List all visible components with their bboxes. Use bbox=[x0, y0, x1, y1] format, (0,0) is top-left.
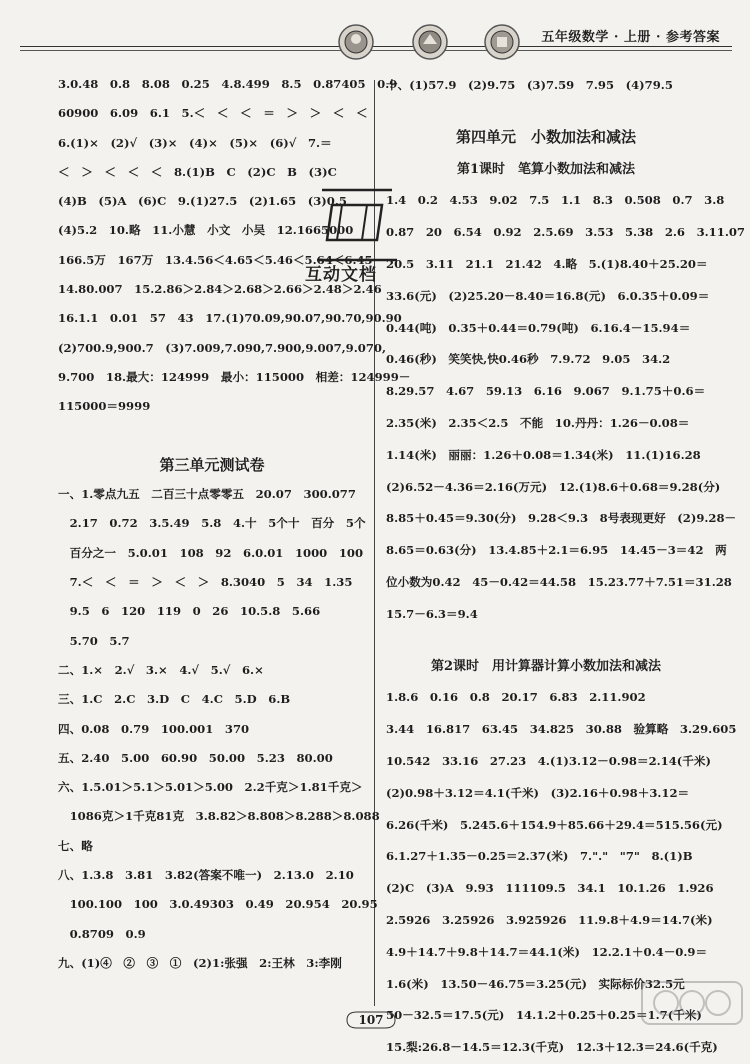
spacer bbox=[386, 102, 706, 122]
answer-line: 5.70 5.7 bbox=[58, 633, 130, 648]
answer-line: (2)0.98＋3.12＝4.1(千米) (3)2.16＋0.98＋3.12＝ bbox=[386, 785, 690, 800]
lesson-title: 第2课时 用计算器计算小数加法和减法 bbox=[430, 658, 662, 674]
answer-line: 1.6(米) 13.50－46.75＝3.25(元) 实际标价32.5元 bbox=[386, 976, 685, 991]
answer-line: 十、(1)57.9 (2)9.75 (3)7.59 7.95 (4)79.5 bbox=[386, 78, 673, 92]
page-number-text: 107 bbox=[358, 1013, 384, 1027]
answer-line: 8.65＝0.63(分) 13.4.85＋2.1＝6.95 14.45－3＝42 两 bbox=[386, 543, 727, 558]
answer-line: 2.5926 3.25926 3.925926 11.9.8＋4.9＝14.7(米) bbox=[386, 912, 713, 927]
answer-line: 20.5 3.11 21.1 21.42 4.略 5.(1)8.40＋25.20＝ bbox=[386, 256, 708, 271]
answer-line: 二、1.× 2.√ 3.× 4.√ 5.√ 6.× bbox=[58, 662, 264, 677]
answer-line: 七、略 bbox=[58, 838, 93, 853]
answer-line: 60900 6.09 6.1 5.＜ ＜ ＜ ＝ ＞ ＞ ＜ ＜ bbox=[58, 106, 368, 121]
answer-line: (2)6.52－4.36＝2.16(万元) 12.(1)8.6＋0.68＝9.28(分) bbox=[386, 479, 721, 494]
section-title: 第三单元测试卷 bbox=[159, 455, 265, 474]
answer-line: ＜ ＞ ＜ ＜ ＜ 8.(1)B C (2)C B (3)C bbox=[58, 164, 337, 179]
answer-line: 四、0.08 0.79 100.001 370 bbox=[58, 721, 250, 736]
answer-line: 14.80.007 15.2.86＞2.84＞2.68＞2.66＞2.48＞2.46 bbox=[58, 282, 382, 297]
answer-line: 10.542 33.16 27.23 4.(1)3.12－0.98＝2.14(千米) bbox=[386, 753, 711, 768]
page-header bbox=[0, 0, 750, 70]
answer-line: 九、(1)④ ② ③ ① (2)1:张强 2:王林 3:李刚 bbox=[58, 955, 342, 970]
section-title: 第四单元 小数加法和减法 bbox=[455, 127, 636, 146]
answer-line: 2.17 0.72 3.5.49 5.8 4.十 5个十 百分 5个 bbox=[58, 516, 366, 531]
answer-line: 50－32.5＝17.5(元) 14.1.2＋0.25＋0.25＝1.7(千米) bbox=[386, 1008, 702, 1023]
answer-line: 7.＜ ＜ ＝ ＞ ＜ ＞ 8.3040 5 34 1.35 bbox=[58, 575, 353, 590]
answer-line: 3.0.48 0.8 8.08 0.25 4.8.499 8.5 0.87405 0.9 bbox=[58, 77, 398, 91]
answer-line: 0.8709 0.9 bbox=[58, 926, 146, 941]
answer-line: 位小数为0.42 45－0.42＝44.58 15.23.77＋7.51＝31.28 bbox=[386, 574, 732, 589]
answer-line: (2)C (3)A 9.93 111109.5 34.1 10.1.26 1.926 bbox=[386, 881, 714, 896]
answer-line: (4)B (5)A (6)C 9.(1)27.5 (2)1.65 (3)0.5 bbox=[58, 194, 347, 209]
answer-line: 0.44(吨) 0.35＋0.44＝0.79(吨) 6.16.4－15.94＝ bbox=[386, 320, 691, 335]
answer-line: 8.85＋0.45＝9.30(分) 9.28＜9.3 8号表现更好 (2)9.28－ bbox=[386, 511, 737, 526]
header-rule bbox=[20, 46, 732, 47]
answer-line: (2)700.9,900.7 (3)7.009,7.090,7.900,9.007,9.070, bbox=[58, 340, 387, 355]
answer-line: 八、1.3.8 3.81 3.82(答案不唯一) 2.13.0 2.10 bbox=[58, 868, 354, 883]
answer-line: 16.1.1 0.01 57 43 17.(1)70.09,90.07,90.70,90.90 bbox=[58, 311, 402, 326]
answer-line: 1.8.6 0.16 0.8 20.17 6.83 2.11.902 bbox=[386, 690, 646, 705]
answer-line: 6.(1)× (2)√ (3)× (4)× (5)× (6)√ 7.＝ bbox=[58, 135, 332, 150]
answer-line: 9.700 18.最大：124999 最小：115000 相差：124999－ bbox=[58, 369, 411, 384]
medal-icon bbox=[336, 22, 376, 62]
answer-line: 3.44 16.817 63.45 34.825 30.88 验算略 3.29.605 bbox=[386, 722, 737, 737]
medal-icon bbox=[410, 22, 450, 62]
answer-line: 1.4 0.2 4.53 9.02 7.5 1.1 8.3 0.508 0.7 3.8 bbox=[386, 193, 725, 208]
header-rule-thin bbox=[20, 50, 732, 51]
answer-line: 1.14(米) 丽丽：1.26＋0.08＝1.34(米) 11.(1)16.28 bbox=[386, 447, 701, 462]
answer-line: 6.26(千米) 5.245.6＋154.9＋85.66＋29.4＝515.56(元) bbox=[386, 817, 723, 832]
answer-line: 100.100 100 3.0.49303 0.49 20.954 20.95 bbox=[58, 897, 378, 912]
answer-line: 6.1.27＋1.35－0.25＝2.37(米) 7."." "7" 8.(1)B bbox=[386, 849, 693, 864]
right-column bbox=[386, 70, 745, 1064]
answer-line: 166.5万 167万 13.4.56＜4.65＜5.46＜5.64＜6.45 bbox=[58, 252, 373, 267]
answer-line: 三、1.C 2.C 3.D C 4.C 5.D 6.B bbox=[58, 692, 291, 707]
answer-line: 4.9＋14.7＋9.8＋14.7＝44.1(米) 12.2.1＋0.4－0.9＝ bbox=[386, 944, 708, 959]
answer-line: 9.5 6 120 119 0 26 10.5.8 5.66 bbox=[58, 604, 321, 619]
answer-line: 2.35(米) 2.35＜2.5 不能 10.丹丹：1.26－0.08＝ bbox=[386, 415, 690, 430]
answer-line: 115000＝9999 bbox=[58, 399, 151, 414]
spacer bbox=[386, 631, 706, 651]
lesson-title: 第1课时 笔算小数加法和减法 bbox=[456, 161, 636, 177]
answer-line: 百分之一 5.0.01 108 92 6.0.01 1000 100 bbox=[58, 545, 364, 560]
answer-line: 0.46(秒) 笑笑快,快0.46秒 7.9.72 9.05 34.2 bbox=[386, 352, 671, 367]
answer-line: 33.6(元) (2)25.20－8.40＝16.8(元) 6.0.35＋0.09＝ bbox=[386, 288, 710, 303]
spacer bbox=[58, 422, 366, 451]
answer-line: 0.87 20 6.54 0.92 2.5.69 3.53 5.38 2.6 3.11.07 bbox=[386, 225, 745, 240]
answer-line: 15.梨:26.8－14.5＝12.3(千克) 12.3＋12.3＝24.6(千克) bbox=[386, 1040, 718, 1055]
site-watermark-logo bbox=[640, 978, 745, 1028]
answer-line: 8.29.57 4.67 59.13 6.16 9.067 9.1.75＋0.6＝ bbox=[386, 384, 706, 399]
page-number bbox=[343, 1010, 399, 1030]
answer-line: 1086克＞1千克81克 3.8.82＞8.808＞8.288＞8.088 bbox=[58, 809, 380, 824]
answer-line: 15.7－6.3＝9.4 bbox=[386, 606, 478, 621]
header-title: 五年级数学 · 上册 · 参考答案 bbox=[537, 26, 724, 45]
medal-icon bbox=[482, 22, 522, 62]
answer-line: 六、1.5.01＞5.1＞5.01＞5.00 2.2千克＞1.81千克＞ bbox=[58, 780, 363, 795]
watermark-text: 互动文档 bbox=[305, 265, 377, 285]
answer-line: 五、2.40 5.00 60.90 50.00 5.23 80.00 bbox=[58, 750, 333, 765]
answer-line: 一、1.零点九五 二百三十点零零五 20.07 300.077 bbox=[58, 487, 356, 502]
answer-line: (4)5.2 10.略 11.小慧 小文 小吴 12.1665000 bbox=[58, 223, 354, 238]
